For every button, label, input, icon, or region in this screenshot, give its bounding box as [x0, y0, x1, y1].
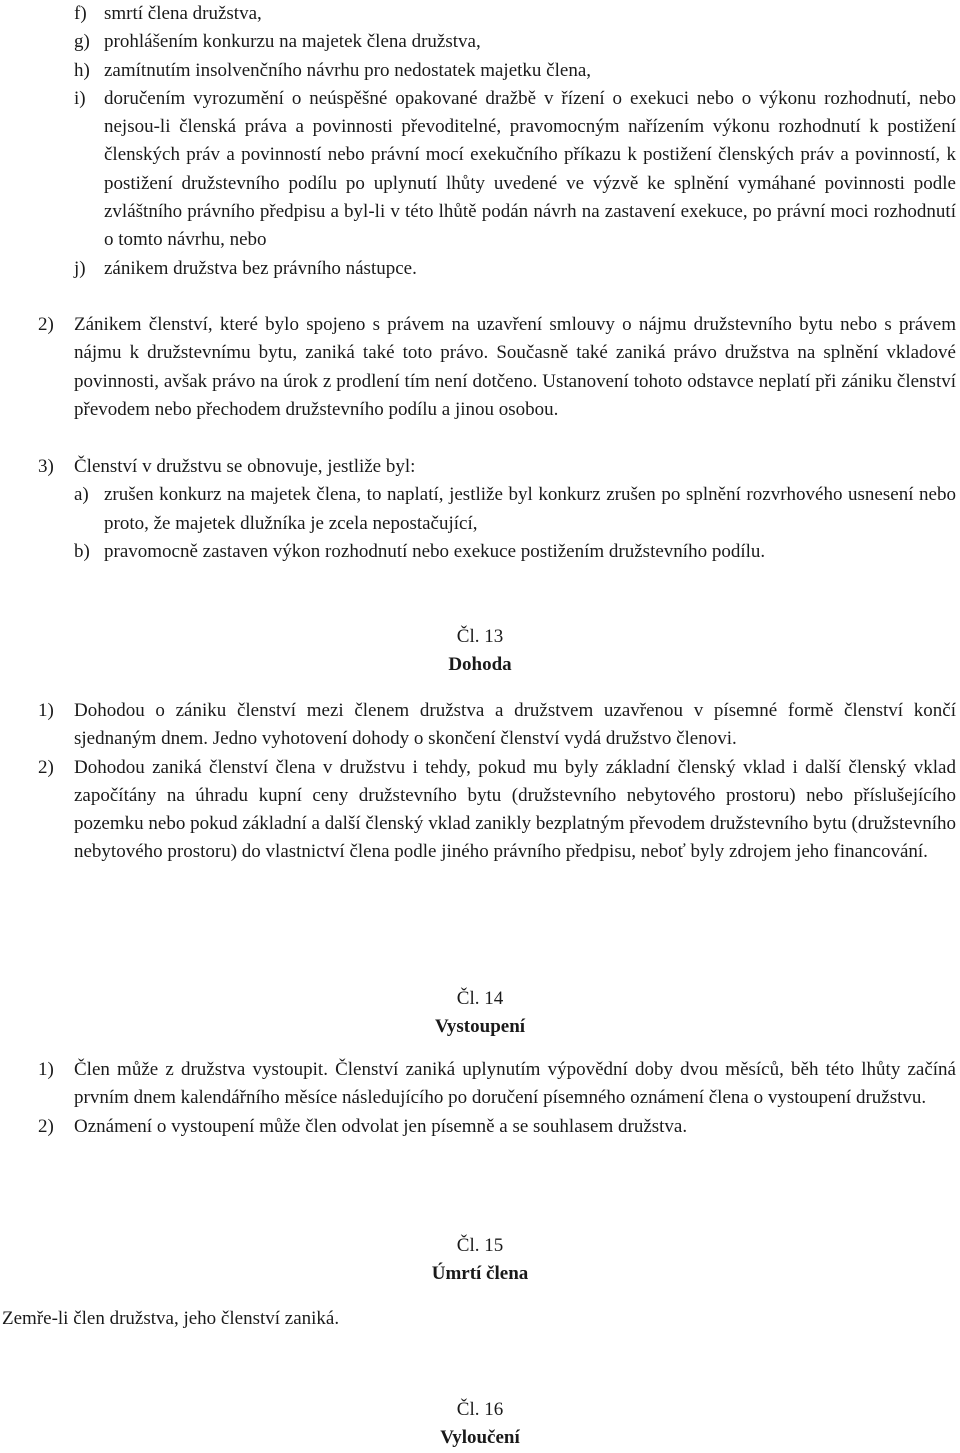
article-number: Čl. 16 — [456, 1399, 504, 1420]
article-number: Čl. 15 — [456, 1235, 504, 1256]
paragraph-text: Členství v družstvu se obnovuje, jestliže byl: — [74, 456, 416, 477]
paragraph-number: 2) — [38, 1115, 54, 1137]
list-item-label: b) — [74, 540, 90, 562]
article-16-heading — [0, 1396, 960, 1453]
article-title: Úmrtí člena — [431, 1263, 529, 1285]
paragraph-2 — [0, 311, 956, 424]
article-title: Vyloučení — [440, 1427, 520, 1449]
list-item-label: h) — [74, 59, 90, 81]
paragraph-3 — [0, 453, 956, 566]
list-item-text: zánikem družstva bez právního nástupce. — [104, 257, 417, 279]
paragraph-text: Oznámení o vystoupení může člen odvolat jen písemně a se souhlasem družstva. — [74, 1115, 688, 1137]
list-item-text: zrušen konkurz na majetek člena, to naplatí, jestliže byl konkurz zrušen po splnění rozvrhového usnesení nebo proto, že majetek dlužníka je zcela nepostačující, — [104, 484, 956, 534]
list-item — [0, 481, 956, 538]
paragraph-text: Zánikem členství, které bylo spojeno s právem na uzavření smlouvy o nájmu družstevního bytu nebo s právem nájmu k družstevnímu bytu, zaniká také toto právo. Současně také zaniká právo družstva na splnění vkladové povinnosti, avšak právo na úrok z prodlení tím není dotčeno. Ustanovení tohoto odstavce neplatí při zániku členství převodem nebo přechodem družstevního podílu a jinou osobou. — [74, 314, 956, 420]
list-item-text: pravomocně zastaven výkon rozhodnutí nebo exekuce postižením družstevního podílu. — [104, 540, 766, 562]
article-title: Vystoupení — [434, 1016, 526, 1038]
list-item-text: zamítnutím insolvenčního návrhu pro nedostatek majetku člena, — [104, 59, 592, 81]
list-item — [0, 0, 956, 28]
list-item — [0, 28, 956, 56]
article-13-body — [0, 697, 956, 867]
paragraph-text: Dohodou o zániku členství mezi členem družstva a družstvem uzavřenou v písemné formě členství končí sjednaným dnem. Jedno vyhotovení dohody o skončení členství vydá družstvo členovi. — [74, 700, 956, 750]
membership-termination-list — [0, 0, 956, 283]
paragraph-number: 1) — [38, 700, 54, 721]
article-title: Dohoda — [448, 654, 512, 676]
article-15-heading — [0, 1232, 960, 1289]
list-item — [0, 57, 956, 85]
list-item-text: prohlášením konkurzu na majetek člena družstva, — [104, 31, 481, 53]
list-item-label: a) — [74, 484, 89, 506]
paragraph-number: 2) — [38, 314, 54, 335]
list-item — [0, 255, 956, 283]
paragraph-number: 2) — [38, 756, 54, 778]
paragraph-number: 3) — [38, 456, 54, 477]
paragraph-number: 1) — [38, 1059, 54, 1080]
article-15-text: Zemře-li člen družstva, jeho členství zaniká. — [2, 1308, 340, 1329]
list-item-label: j) — [74, 257, 86, 279]
article-number: Čl. 13 — [456, 626, 504, 647]
article-14-body — [0, 1056, 956, 1141]
list-item — [0, 538, 956, 566]
article-14-heading — [0, 985, 960, 1042]
list-item-text: smrtí člena družstva, — [104, 3, 262, 24]
list-item-text: doručením vyrozumění o neúspěšné opakované dražbě v řízení o exekuci nebo o výkonu rozhodnutí, nebo nejsou-li členská práva a povinnosti převoditelné, pravomocným nařízením výkonu rozhodnutí k postižení členských práv a povinností nebo právní mocí exekučního příkazu k postižení členských práv a povinností, k postižení družstevního podílu po uplynutí lhůty uvedené ve výzvě ke splnění vymáhané povinnosti podle zvláštního právního předpisu a byl-li v této lhůtě podán návrh na zastavení exekuce, po právní moci rozhodnutí o tomto návrhu, nebo — [104, 87, 956, 251]
article-number: Čl. 14 — [456, 988, 504, 1009]
list-item — [0, 85, 956, 255]
paragraph-text: Dohodou zaniká členství člena v družstvu i tehdy, pokud mu byly základní členský vklad i další členský vklad započítány na úhradu kupní ceny družstevního bytu (družstevního nebytového prostoru) nebo příslušejícího pozemku nebo pokud základní a další členský vklad zanikly bezplatným převodem družstevního bytu (družstevního nebytového prostoru) do vlastnictví člena podle jiného právního předpisu, neboť byly zdrojem jeho financování. — [74, 756, 956, 863]
list-item-label: g) — [74, 31, 90, 53]
list-item-label: f) — [74, 3, 87, 24]
list-item-label: i) — [74, 87, 86, 109]
article-13-heading — [0, 623, 960, 680]
paragraph-text: Člen může z družstva vystoupit. Členství zaniká uplynutím výpovědní doby dvou měsíců, běh této lhůty začíná prvním dnem kalendářního měsíce následujícího po doručení písemného oznámení člena o vystoupení družstvu. — [74, 1059, 956, 1109]
